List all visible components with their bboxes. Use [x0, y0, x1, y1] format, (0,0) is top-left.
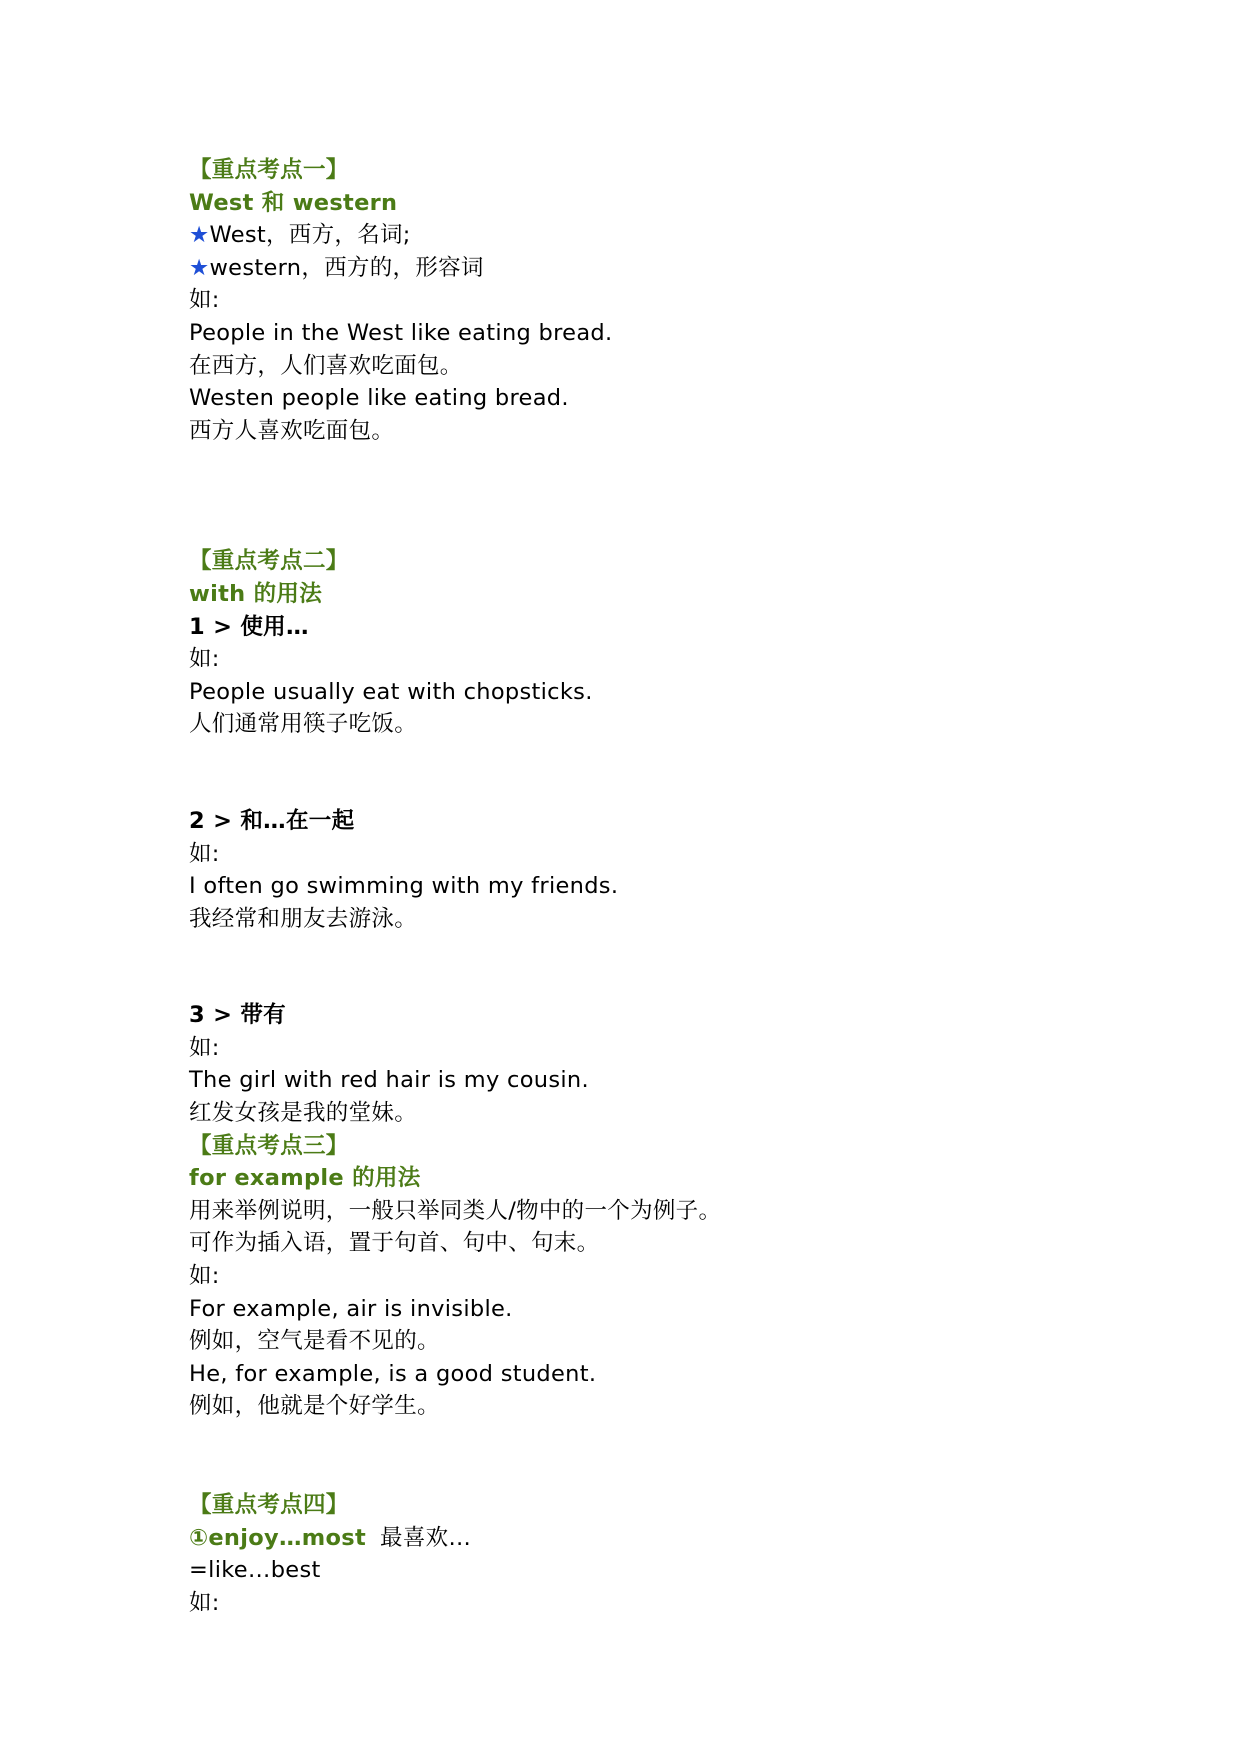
example-label: 如: [189, 840, 220, 867]
section2-title: with 的用法 [189, 580, 323, 607]
section1-heading: 【重点考点一】 [189, 157, 349, 183]
example-sentence-en: People usually eat with chopsticks. [189, 678, 593, 705]
star-icon: ★ [189, 222, 210, 249]
section4-title-line [189, 1522, 1189, 1555]
example-sentence-zh: 我经常和朋友去游泳。 [189, 905, 418, 932]
star-icon: ★ [189, 254, 210, 281]
example-sentence-en: The girl with red hair is my cousin. [189, 1067, 589, 1094]
section4-title-meaning: 最喜欢… [380, 1524, 472, 1551]
section4-title: ①enjoy…most [189, 1524, 367, 1551]
section-spacer [189, 447, 1189, 545]
example-sentence-en: For example, air is invisible. [189, 1295, 513, 1322]
section1-star-item-western [189, 252, 1189, 285]
example-sentence-zh: 例如，空气是看不见的。 [189, 1328, 440, 1355]
example-sentence-en: Westen people like eating bread. [189, 385, 569, 412]
example-sentence-en: People in the West like eating bread. [189, 319, 613, 346]
usage-spacer [189, 935, 1189, 999]
section4-heading: 【重点考点四】 [189, 1492, 349, 1518]
example-label: 如: [189, 1034, 220, 1061]
example-label: 如: [189, 1263, 220, 1290]
section3-heading: 【重点考点三】 [189, 1132, 349, 1159]
example-label: 如: [189, 1589, 220, 1616]
document-page [189, 154, 1189, 1619]
example-sentence-en: He, for example, is a good student. [189, 1360, 597, 1387]
usage-title: 3 > 带有 [189, 1002, 286, 1029]
section3-description: 用来举例说明，一般只举同类人/物中的一个为例子。 [189, 1197, 722, 1224]
section2-heading: 【重点考点二】 [189, 548, 349, 575]
star-item-text: western，西方的，形容词 [209, 254, 484, 281]
star-item-text: West，西方，名词; [209, 222, 411, 249]
section3-title: for example 的用法 [189, 1165, 421, 1192]
example-sentence-en: I often go swimming with my friends. [189, 873, 619, 900]
usage-title: 1 > 使用… [189, 613, 309, 640]
section1-title: West 和 western [189, 189, 398, 216]
section3-description: 可作为插入语，置于句首、句中、句末。 [189, 1230, 600, 1257]
example-sentence-zh: 人们通常用筷子吃饭。 [189, 711, 418, 738]
example-sentence-zh: 红发女孩是我的堂妹。 [189, 1100, 418, 1127]
section4-equivalent: =like…best [189, 1557, 321, 1584]
section1-star-item-west [189, 219, 1189, 252]
example-sentence-zh: 在西方，人们喜欢吃面包。 [189, 352, 463, 379]
example-label: 如: [189, 287, 220, 314]
usage-spacer [189, 741, 1189, 805]
example-label: 如: [189, 646, 220, 673]
example-sentence-zh: 例如，他就是个好学生。 [189, 1393, 440, 1420]
example-sentence-zh: 西方人喜欢吃面包。 [189, 417, 395, 444]
section-spacer [189, 1423, 1189, 1489]
usage-title: 2 > 和…在一起 [189, 807, 355, 834]
